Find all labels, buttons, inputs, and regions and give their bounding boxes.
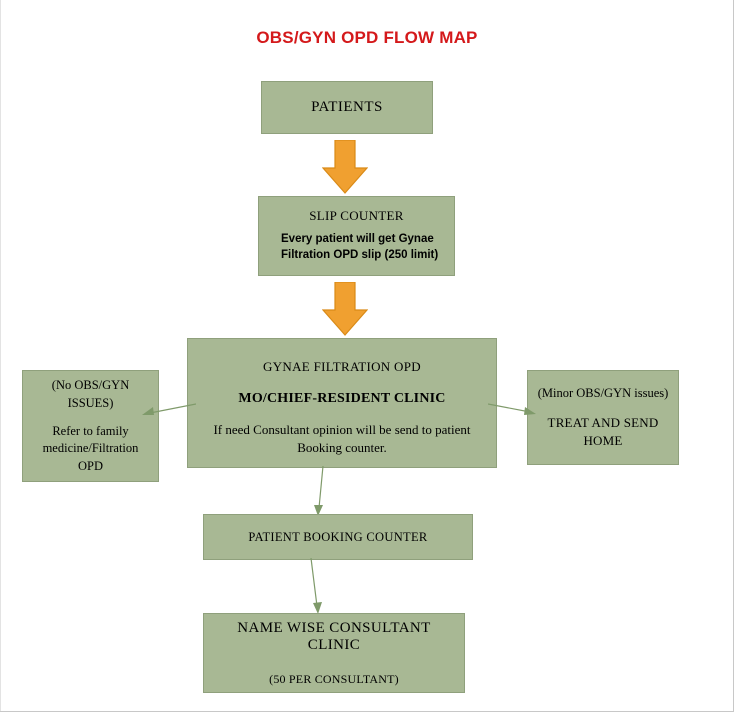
arrow-gynae-to-booking-icon [310, 466, 332, 518]
node-slip-counter-header: SLIP COUNTER [309, 208, 404, 224]
node-slip-counter-detail: Every patient will get Gynae Filtration OPD slip (250 limit) [281, 233, 439, 261]
node-gynae-header: GYNAE FILTRATION OPD [263, 359, 421, 374]
arrow-patients-to-slip-icon [322, 140, 368, 194]
node-right-condition: (Minor OBS/GYN issues) [537, 385, 669, 400]
node-booking-label: PATIENT BOOKING COUNTER [248, 529, 428, 544]
node-right-action: TREAT AND SEND HOME [547, 415, 659, 449]
canvas-left-border [0, 0, 1, 712]
node-patients [261, 81, 433, 134]
node-consultant-header: NAME WISE CONSULTANT CLINIC [237, 619, 431, 653]
arrow-gynae-to-left-icon [140, 398, 196, 420]
node-left-condition: (No OBS/GYN ISSUES) [51, 378, 130, 410]
node-gynae-emphasis: MO/CHIEF-RESIDENT CLINIC [238, 391, 446, 406]
node-no-obs-gyn-issues [22, 370, 159, 482]
node-slip-counter [258, 196, 455, 276]
node-gynae-filtration-opd [187, 338, 497, 468]
page-title: OBS/GYN OPD FLOW MAP [256, 28, 478, 47]
arrow-booking-to-consultant-icon [302, 558, 326, 616]
node-left-action: Refer to family medicine/Filtration OPD [42, 423, 139, 473]
arrow-gynae-to-right-icon [488, 398, 538, 420]
node-patients-label: PATIENTS [311, 99, 383, 115]
node-gynae-note: If need Consultant opinion will be send to patient Booking counter. [213, 422, 471, 455]
node-consultant-detail: (50 PER CONSULTANT) [269, 671, 399, 686]
node-patient-booking-counter [203, 514, 473, 560]
node-consultant-clinic [203, 613, 465, 693]
arrow-slip-to-gynae-icon [322, 282, 368, 336]
node-minor-obs-gyn-issues [527, 370, 679, 465]
